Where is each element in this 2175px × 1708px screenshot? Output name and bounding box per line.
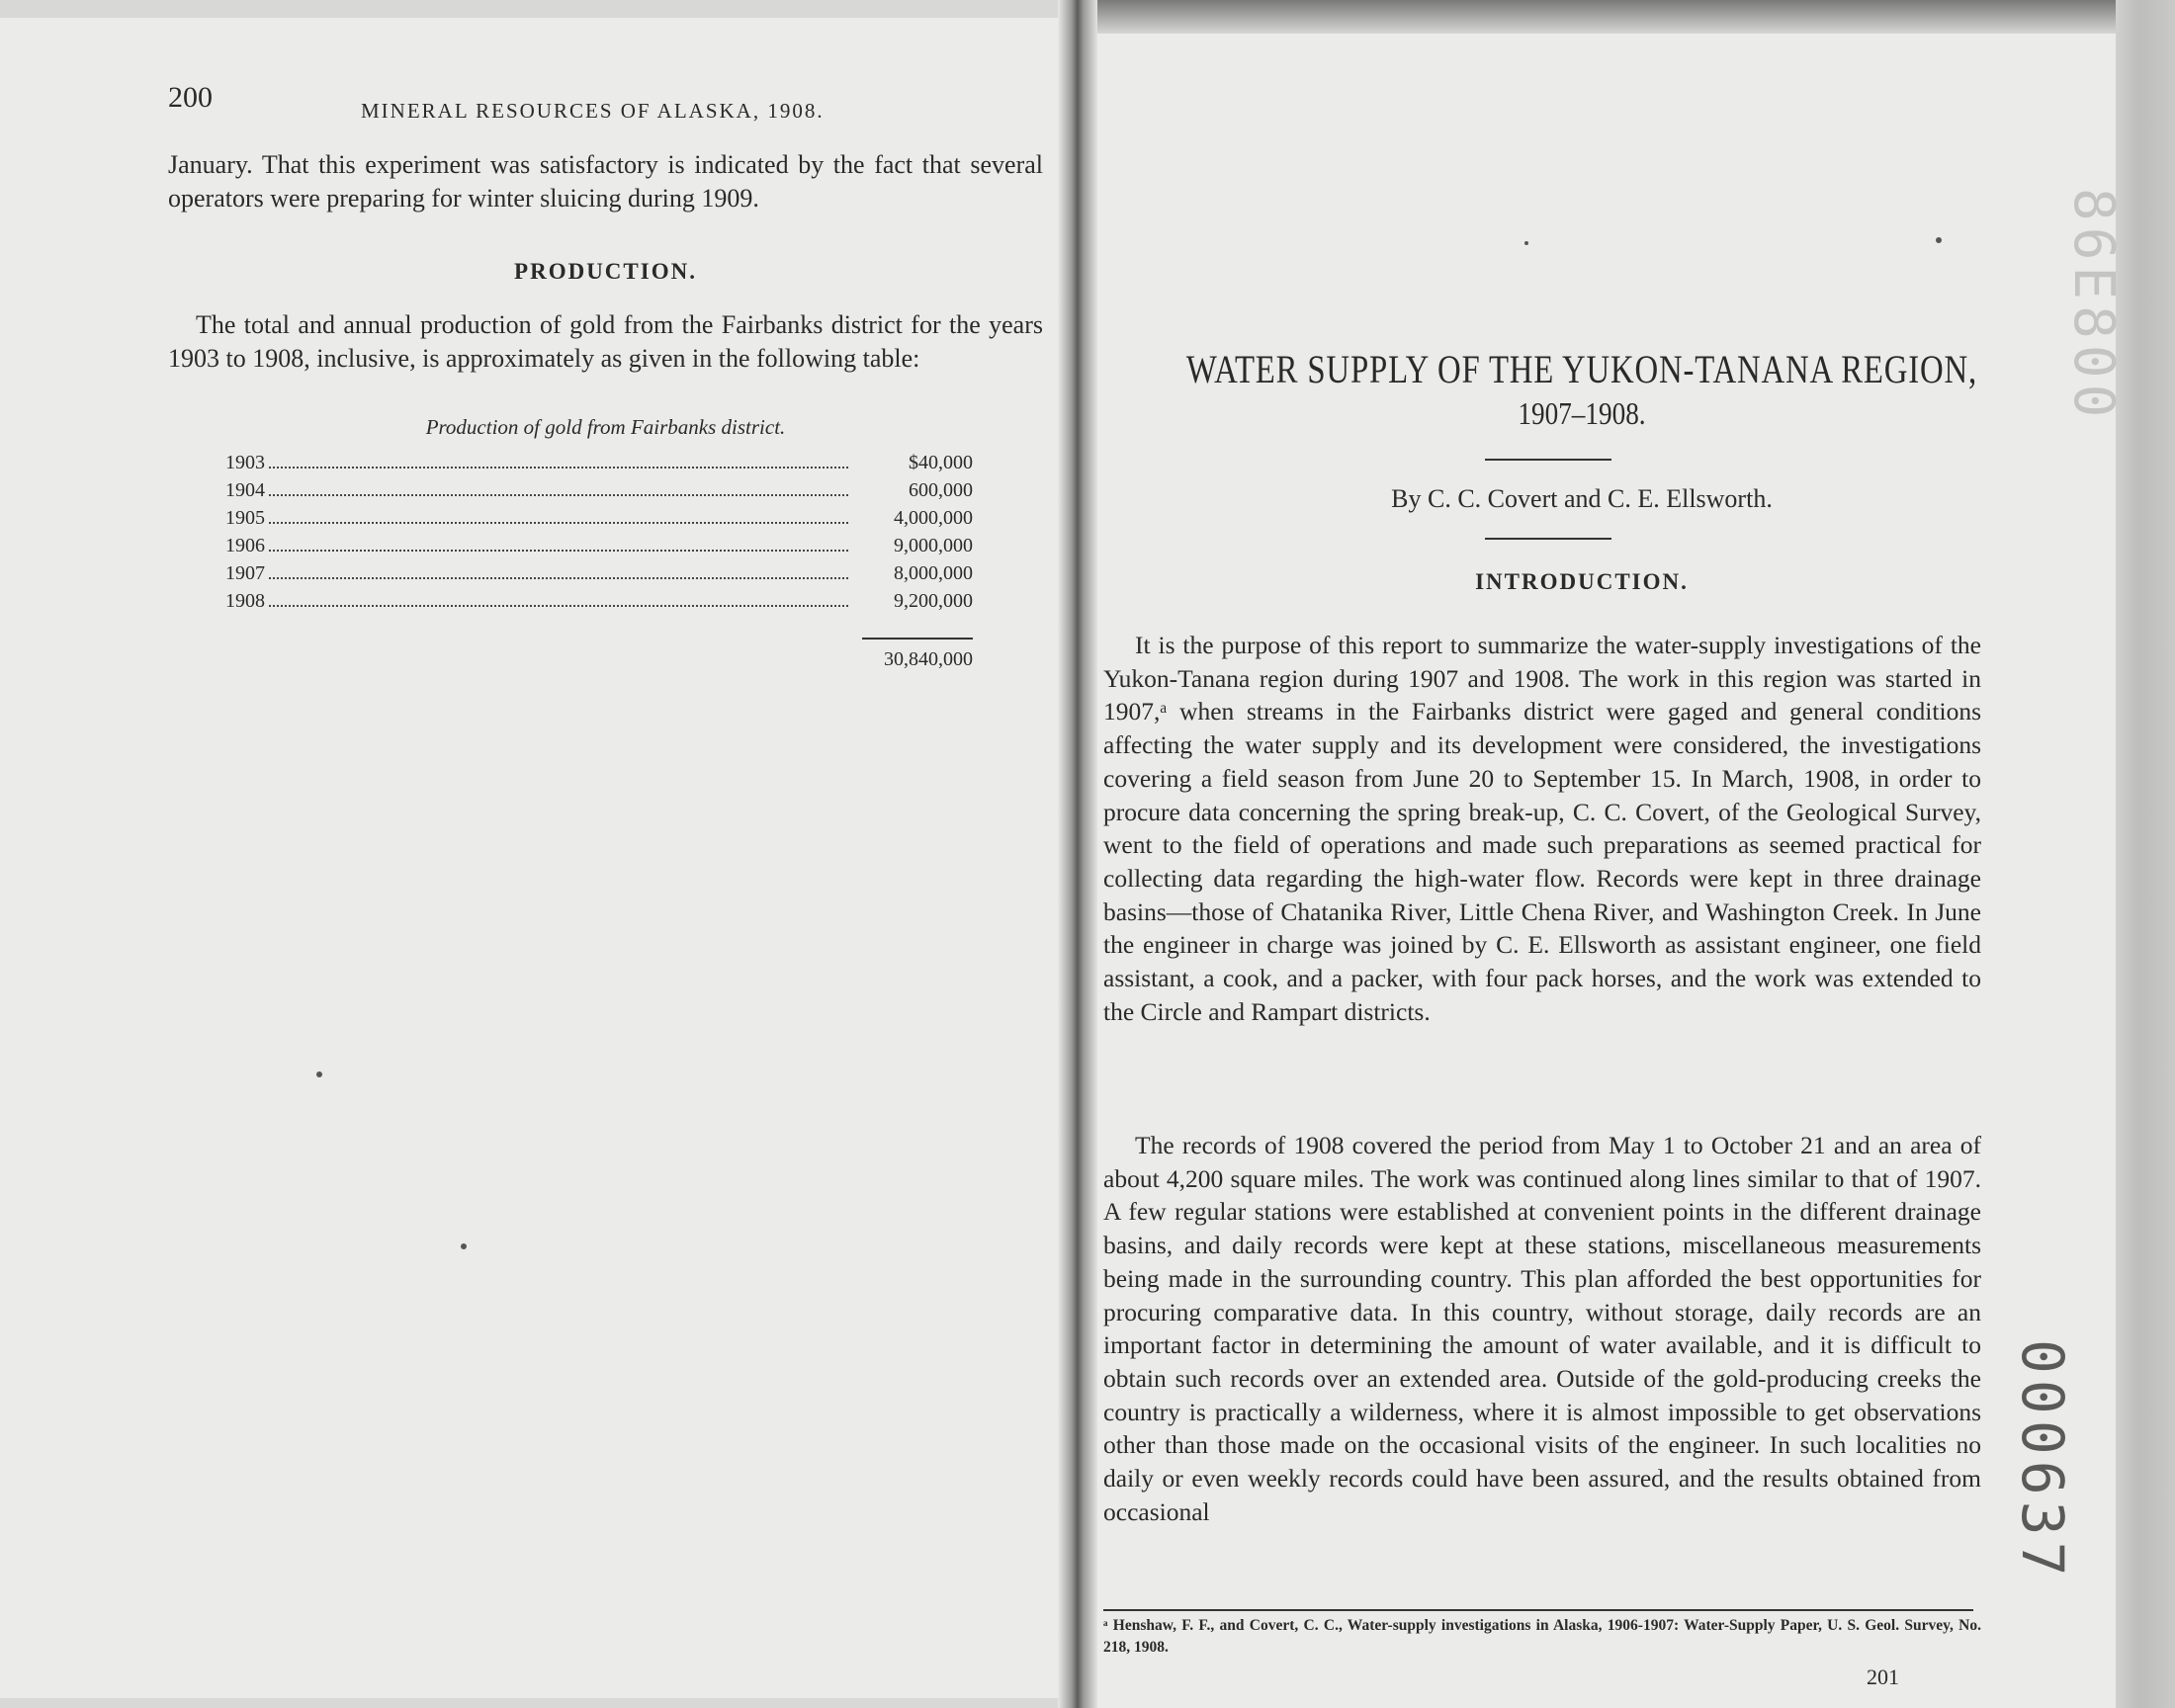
- article-title-years: 1907–1908.: [1518, 395, 1646, 431]
- table-row: [225, 502, 973, 530]
- scan-speck: [1524, 241, 1528, 245]
- table-year: 1906: [225, 535, 265, 556]
- footnote-rule: [1103, 1609, 1973, 1611]
- footnote: ᵃ Henshaw, F. F., and Covert, C. C., Water-supply investigations in Alaska, 1906-1907: Water-Supply Paper, U. S. Geol. Survey, No. 218, 1908.: [1103, 1617, 1981, 1656]
- page-top-shadow: [1068, 0, 2175, 34]
- table-year: 1904: [225, 479, 265, 501]
- table-row: [225, 557, 973, 585]
- table-value: $40,000: [909, 452, 973, 473]
- leader-dots: [269, 494, 848, 496]
- scan-speck: [461, 1243, 467, 1249]
- book-gutter: [1058, 0, 1097, 1708]
- left-paragraph-2: The total and annual production of gold from the Fairbanks district for the years 1903 to 1908, inclusive, is approximately as given in the following table:: [168, 310, 1043, 373]
- right-paragraph-1: It is the purpose of this report to summarize the water-supply investigations of the Yukon-Tanana region during 1907 and 1908. The work in this region was started in 1907,ᵃ when streams in the Fairbanks district were gaged and general conditions affecting the water supply and its development were considered, the investigations covering a field season from June 20 to September 15. In March, 1908, in order to procure data concerning the spring break-up, C. C. Covert, of the Geological Survey, went to the field of operations and made such preparations as seemed practical for collecting data regarding the high-water flow. Records were kept in three drainage basins—those of Chatanika River, Little Chena River, and Washington Creek. In June the engineer in charge was joined by C. E. Ellsworth as assistant engineer, one field assistant, a cook, and a packer, with four pack horses, and the work was extended to the Circle and Rampart districts.: [1103, 631, 1981, 1026]
- table-year: 1908: [225, 590, 265, 612]
- leader-dots: [269, 522, 848, 524]
- scan-speck: [316, 1071, 322, 1077]
- table-row: [225, 530, 973, 557]
- introduction-heading: INTRODUCTION.: [1475, 569, 1689, 594]
- total-rule: [862, 638, 973, 640]
- gold-production-table: [225, 447, 973, 613]
- title-rule: [1485, 459, 1611, 461]
- byline-rule: [1485, 538, 1611, 540]
- running-head: MINERAL RESOURCES OF ALASKA, 1908.: [361, 99, 825, 123]
- leader-dots: [269, 577, 848, 579]
- table-year: 1905: [225, 507, 265, 529]
- byline: By C. C. Covert and C. E. Ellsworth.: [1391, 484, 1773, 513]
- table-row: [225, 585, 973, 613]
- left-paragraph-1: January. That this experiment was satisfactory is indicated by the fact that several operators were preparing for winter sluicing during 1909.: [168, 150, 1043, 213]
- table-value: 9,200,000: [894, 590, 973, 612]
- edge-stamp-faint: 86E800: [2061, 188, 2126, 424]
- table-total: 30,840,000: [884, 648, 973, 670]
- table-row: [225, 447, 973, 474]
- table-value: 9,000,000: [894, 535, 973, 556]
- table-row: [225, 474, 973, 502]
- table-year: 1907: [225, 562, 265, 584]
- table-value: 8,000,000: [894, 562, 973, 584]
- page-number-left: 200: [168, 81, 213, 114]
- page-number-right: 201: [1867, 1665, 1899, 1689]
- edge-stamp: 000637: [2009, 1339, 2076, 1582]
- production-heading: PRODUCTION.: [514, 259, 697, 284]
- leader-dots: [269, 467, 848, 469]
- leader-dots: [269, 550, 848, 552]
- right-paragraph-2: The records of 1908 covered the period from May 1 to October 21 and an area of about 4,200 square miles. The work was continued along lines similar to that of 1907. A few regular stations were established at convenient points in the different drainage basins, and daily records were kept at these stations, miscellaneous measurements being made in the surrounding country. This plan afforded the best opportunities for procuring comparative data. In this country, without storage, daily records are an important factor in determining the amount of water available, and it is difficult to obtain such records over an extended area. Outside of the gold-producing creeks the country is practically a wilderness, where it is almost impossible to get observations other than those made on the occasional visits of the engineer. In such localities no daily or even weekly records could have been assured, and the results obtained from occasional: [1103, 1131, 1981, 1526]
- table-value: 600,000: [909, 479, 973, 501]
- table-caption: Production of gold from Fairbanks district.: [425, 415, 786, 439]
- scan-speck: [1936, 237, 1942, 243]
- article-title: WATER SUPPLY OF THE YUKON-TANANA REGION,: [1185, 347, 1978, 391]
- table-year: 1903: [225, 452, 265, 473]
- table-value: 4,000,000: [894, 507, 973, 529]
- leader-dots: [269, 605, 848, 607]
